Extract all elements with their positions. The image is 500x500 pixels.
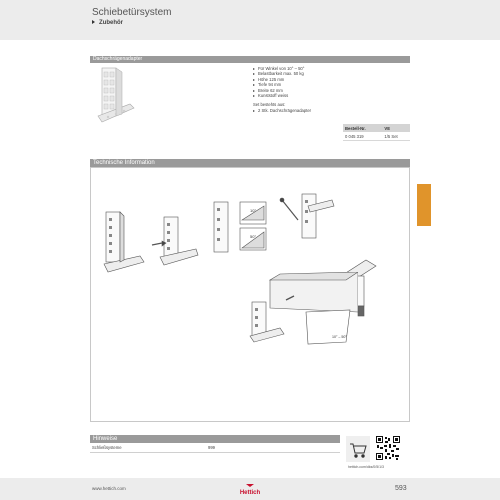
page-subtitle-text: Zubehör: [99, 20, 123, 26]
page-number: 593: [395, 485, 407, 492]
qr-code-icon[interactable]: [376, 436, 400, 460]
feature-item: Belastbarkeit max. 50 kg: [253, 71, 311, 76]
brand-wordmark: Hettich: [239, 490, 261, 496]
qr-caption: hettich.com/dks/0/5/1/3: [348, 465, 384, 469]
adapter-illustration: [98, 68, 134, 122]
angle-label-50: 50°: [250, 234, 257, 239]
bullet-arrow-icon: [92, 20, 95, 24]
mounting-step-4-drawing: [278, 190, 338, 250]
feature-item: Höhe 125 mm: [253, 77, 311, 82]
installation-view-drawing: [246, 272, 358, 352]
order-number-cell[interactable]: 0 045 319: [343, 132, 382, 141]
packing-unit-header: VE: [382, 124, 410, 132]
section-heading-product: Dachschrägenadapter: [90, 56, 410, 63]
header-bar: [0, 0, 500, 40]
notes-divider: [90, 452, 340, 453]
notes-label: Schließsysteme: [92, 445, 122, 450]
feature-item: Breite 62 mm: [253, 88, 311, 93]
angle-label-10: 10°: [250, 208, 257, 213]
chapter-tab[interactable]: [417, 184, 431, 226]
page-subtitle: [92, 20, 123, 26]
order-table: [343, 124, 410, 141]
packing-unit-cell: 1/5 Set: [382, 132, 410, 141]
feature-list: [253, 66, 311, 113]
feature-item: Kunststoff weiss: [253, 93, 311, 98]
page-title: Schiebetürsystem: [92, 7, 172, 18]
cart-button[interactable]: [346, 436, 370, 462]
mounting-step-3-drawing: [208, 198, 272, 260]
set-item: 2 Stk. Dachschrägenadapter: [253, 108, 311, 113]
footer-url-link[interactable]: www.hettich.com: [92, 486, 126, 491]
section-heading-technical: Technische Information: [90, 159, 410, 167]
feature-item: Tiefe 94 mm: [253, 82, 311, 87]
angle-range-label: 10° – 50°: [332, 335, 347, 339]
order-table-header: [343, 124, 410, 132]
table-row: [343, 132, 410, 141]
mounting-step-2-drawing: [150, 215, 202, 271]
mounting-step-1-drawing: [100, 208, 148, 280]
notes-page-ref[interactable]: 999: [208, 445, 215, 450]
shopping-cart-icon: [346, 436, 370, 462]
section-heading-notes: Hinweise: [90, 435, 340, 443]
product-image: [92, 64, 140, 134]
order-number-header: Bestell-Nr.: [343, 124, 382, 132]
feature-item: Für Winkel von 10° – 50°: [253, 66, 311, 71]
hettich-logo: [236, 484, 264, 496]
set-contents-label: Set bestehts aus:: [253, 102, 286, 108]
